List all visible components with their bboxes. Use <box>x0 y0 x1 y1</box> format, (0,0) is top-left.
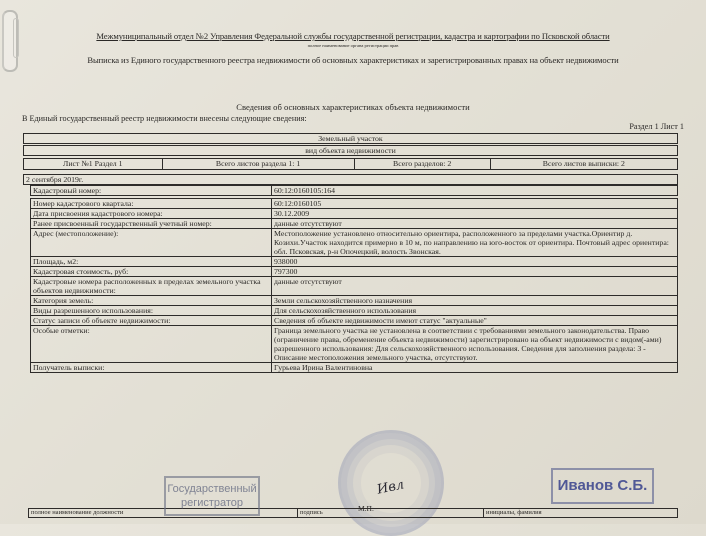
row-label: Получатель выписки: <box>31 363 272 373</box>
object-type-caption: вид объекта недвижимости <box>23 145 678 156</box>
row-value: Местоположение установлено относительно ориентира, расположенного за пределами участка.Ориентир д. Козихи.Участок находится примерно в 10 м, по направлению на юго-восток от ориентира. Почтовый адрес ориентира: обл. Псковская, р-н Опочецкий, волость Звонская. <box>272 229 678 257</box>
name-caption: инициалы, фамилия <box>484 509 678 518</box>
cadastral-number-value: 60:12:0160105:164 <box>272 186 678 196</box>
section-sheets-total: Всего листов раздела 1: 1 <box>162 159 354 170</box>
table-row <box>31 267 678 277</box>
row-value: 938000 <box>272 257 678 267</box>
row-value: Земли сельскохозяйственного назначения <box>272 296 678 306</box>
sheets-table <box>23 158 678 170</box>
intro-text: В Единый государственный реестр недвижимости внесены следующие сведения: <box>22 114 307 123</box>
characteristics-table <box>30 198 678 373</box>
authority-name: Межмуниципальный отдел №2 Управления Федеральной службы государственной регистрации, кадастра и картографии по Псковской области <box>96 31 610 41</box>
row-value: 60:12:0160105 <box>272 199 678 209</box>
extract-date: 2 сентября 2019г. <box>23 174 678 185</box>
object-type: Земельный участок <box>23 133 678 144</box>
row-label: Кадастровые номера расположенных в пределах земельного участка объектов недвижимости: <box>31 277 272 296</box>
signature-table <box>28 508 678 518</box>
row-label: Адрес (местоположение): <box>31 229 272 257</box>
row-label: Номер кадастрового квартала: <box>31 199 272 209</box>
row-label: Ранее присвоенный государственный учетный номер: <box>31 219 272 229</box>
table-row <box>31 296 678 306</box>
extract-title: Выписка из Единого государственного реестра недвижимости об основных характеристиках и зарегистрированных правах на объект недвижимости <box>87 55 619 65</box>
table-row <box>31 306 678 316</box>
table-row <box>31 277 678 296</box>
cadastral-number-table <box>30 185 678 196</box>
position-stamp-line1: Государственный <box>167 483 257 495</box>
table-row <box>31 316 678 326</box>
section-reference: Раздел 1 Лист 1 <box>629 122 684 131</box>
row-value: данные отсутствуют <box>272 219 678 229</box>
row-label: Площадь, м2: <box>31 257 272 267</box>
row-label: Категория земель: <box>31 296 272 306</box>
cadastral-number-label: Кадастровый номер: <box>31 186 272 196</box>
row-value: 30.12.2009 <box>272 209 678 219</box>
row-value: Сведения об объекте недвижимости имеют статус "актуальные" <box>272 316 678 326</box>
table-row <box>31 326 678 363</box>
signature-caption: подпись <box>298 509 484 518</box>
row-value: 797300 <box>272 267 678 277</box>
row-value: Гурьева Ирина Валентиновна <box>272 363 678 373</box>
row-label: Дата присвоения кадастрового номера: <box>31 209 272 219</box>
row-label: Виды разрешенного использования: <box>31 306 272 316</box>
handwritten-signature: Ивл <box>375 477 406 498</box>
section-title: Сведения об основных характеристиках объекта недвижимости <box>236 102 470 112</box>
table-row <box>31 219 678 229</box>
name-stamp: Иванов С.Б. <box>551 468 654 504</box>
row-value: Для сельскохозяйственного использования <box>272 306 678 316</box>
row-label: Кадастровая стоимость, руб: <box>31 267 272 277</box>
table-row <box>31 257 678 267</box>
row-value: Граница земельного участка не установлена в соответствии с требованиями земельного законодательства. Право (ограничение права, обременение объекта недвижимости) зарегистрировано на объект недвижимости с видом(-ами) разрешенного использования: Для сельскохозяйственного использования. Сведения для заполнения раздела: 3 - Описание местоположения земельного участка, отсутствуют. <box>272 326 678 363</box>
extract-sheets-total: Всего листов выписки: 2 <box>490 159 677 170</box>
table-row <box>31 209 678 219</box>
row-label: Особые отметки: <box>31 326 272 363</box>
authority-caption: полное наименование органа регистрации прав <box>307 43 399 48</box>
table-row <box>31 229 678 257</box>
row-value: данные отсутствуют <box>272 277 678 296</box>
sheet-number: Лист №1 Раздел 1 <box>24 159 163 170</box>
sections-total: Всего разделов: 2 <box>354 159 490 170</box>
position-caption: полное наименование должности <box>29 509 298 518</box>
row-label: Статус записи об объекте недвижимости: <box>31 316 272 326</box>
table-row <box>31 199 678 209</box>
position-stamp-line2: регистратор <box>180 497 244 509</box>
table-row <box>31 363 678 373</box>
position-stamp <box>164 476 260 516</box>
seal-caption: М.П. <box>358 504 374 513</box>
